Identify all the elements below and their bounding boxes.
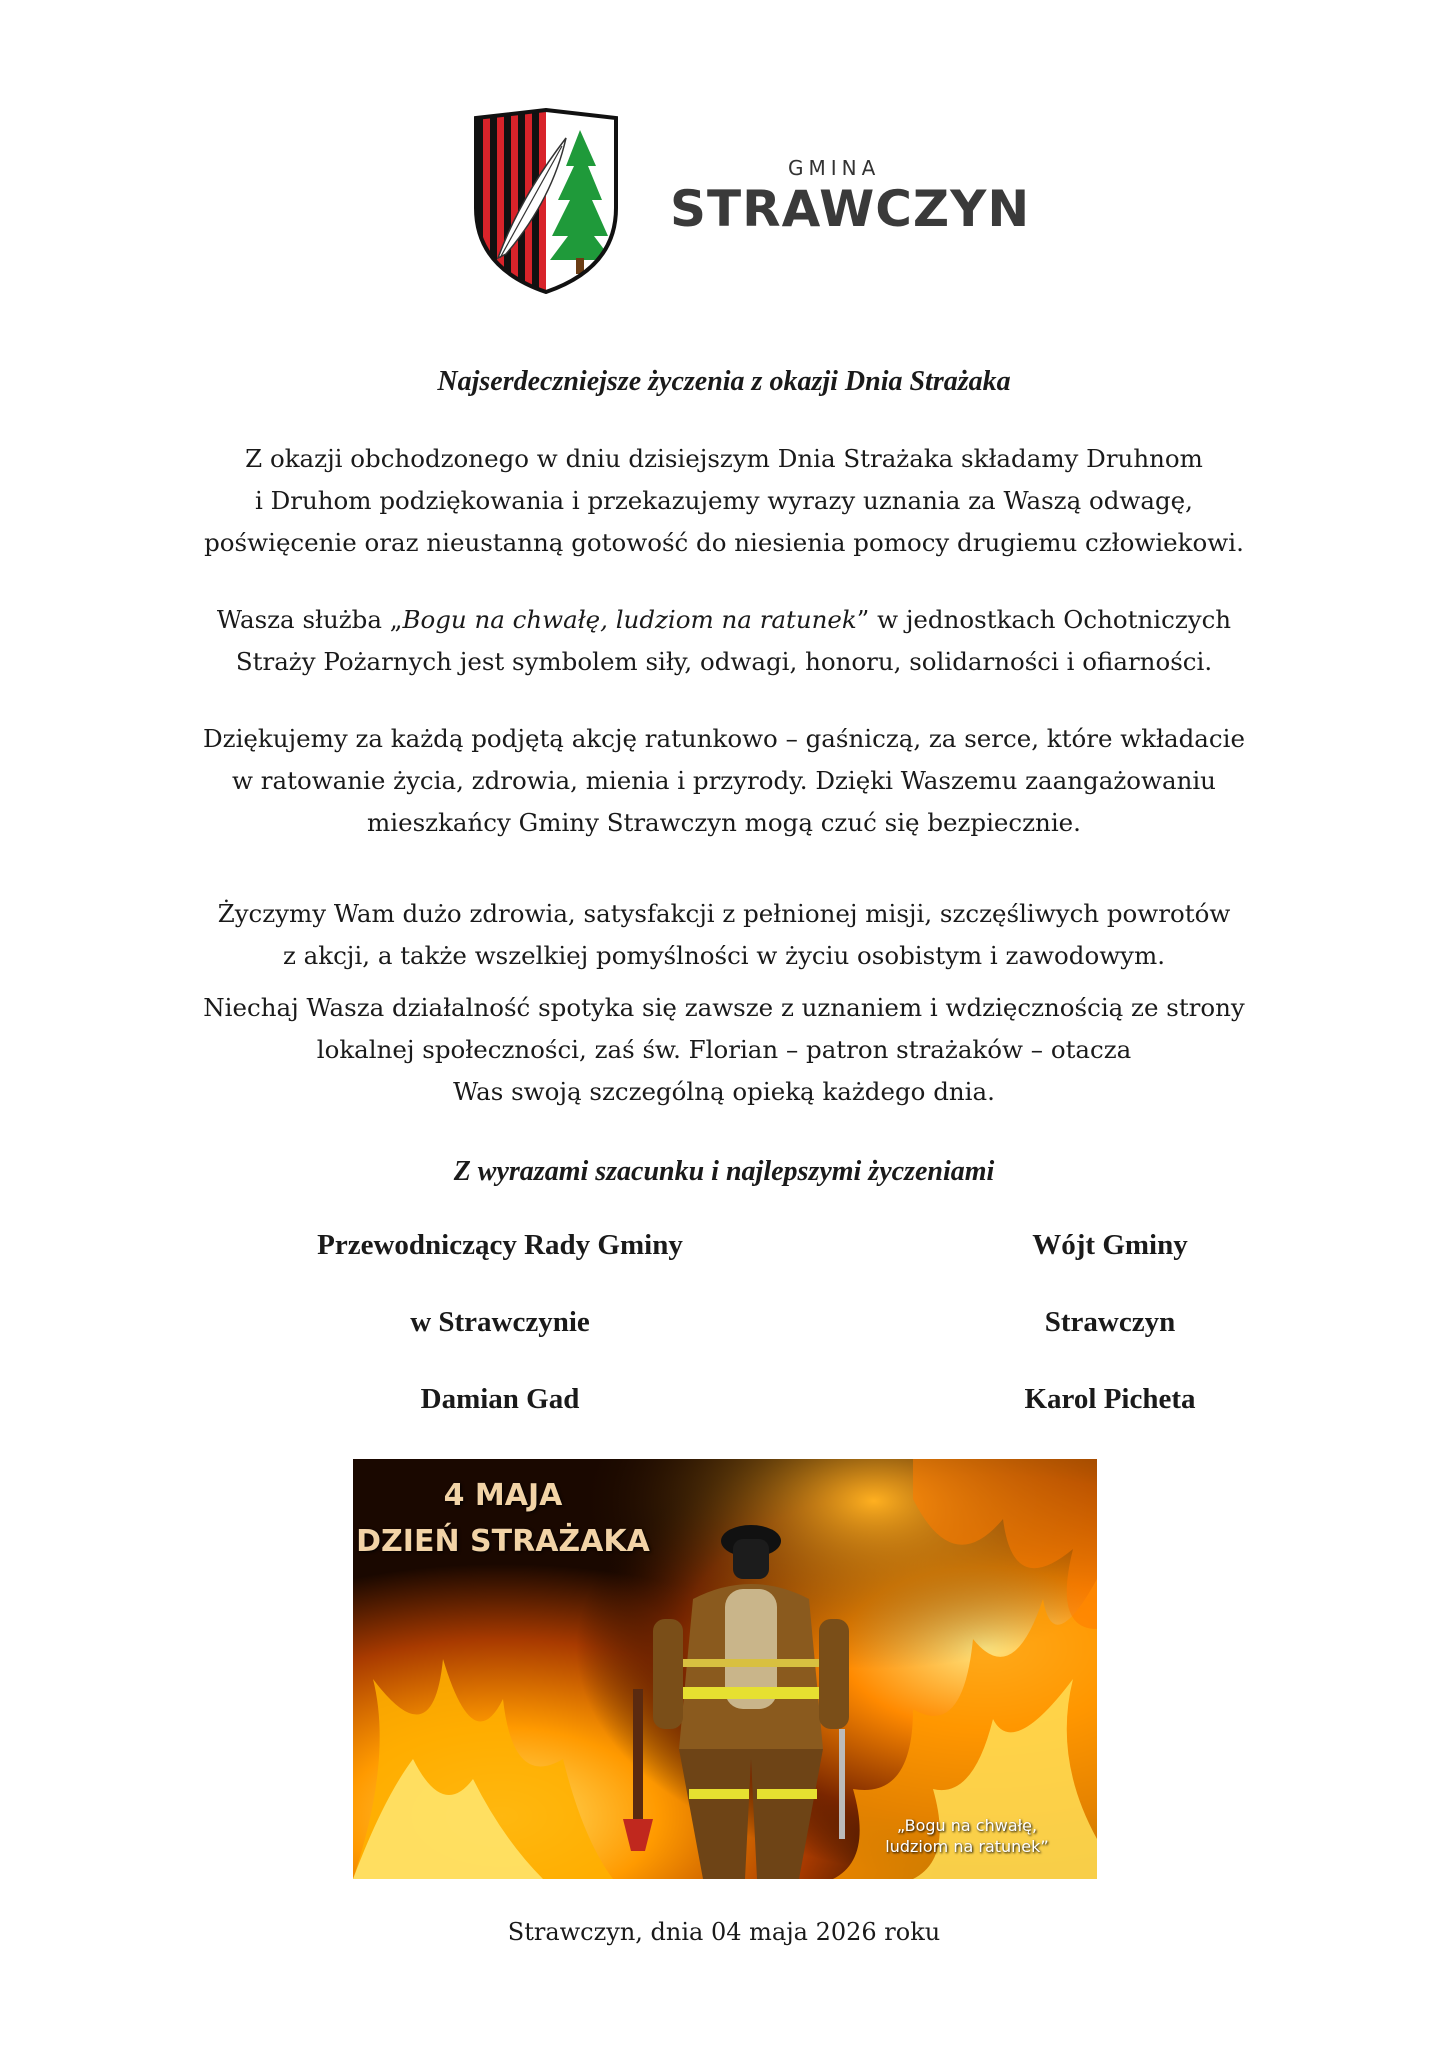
paragraph-4a	[124, 893, 1324, 977]
paragraph-line: mieszkańcy Gminy Strawczyn mogą czuć się bezpiecznie.	[367, 808, 1081, 837]
firefighter-day-banner	[353, 1459, 1097, 1879]
banner-motto-line: „Bogu na chwałę,	[896, 1816, 1038, 1835]
paragraph-3	[124, 718, 1324, 844]
municipality-header	[470, 108, 1030, 294]
signature-place: Strawczyn	[1044, 1306, 1176, 1338]
paragraph-line: w ratowanie życia, zdrowia, mienia i przyrody. Dzięki Waszemu zaangażowaniu	[232, 766, 1216, 795]
signature-name: Karol Picheta	[1024, 1383, 1196, 1415]
signature-role: Przewodniczący Rady Gminy	[317, 1229, 683, 1261]
motto-italic: Bogu na chwałę, ludziom na ratunek	[402, 605, 857, 634]
paragraph-line: lokalnej społeczności, zaś św. Florian – patron strażaków – otacza	[316, 1035, 1132, 1064]
paragraph-line: Was swoją szczególną opieką każdego dnia.	[453, 1077, 995, 1106]
brand-name: STRAWCZYN	[670, 180, 1031, 238]
paragraph-line: Dziękujemy za każdą podjętą akcję ratunkowo – gaśniczą, za serce, które wkładacie	[203, 724, 1245, 753]
banner-motto-line: ludziom na ratunek”	[885, 1837, 1049, 1856]
municipality-crest-logo	[470, 108, 622, 294]
paragraph-line: Z okazji obchodzonego w dniu dzisiejszym Dnia Strażaka składamy Druhnom	[245, 444, 1203, 473]
banner-date: 4 MAJA	[443, 1478, 563, 1513]
letter-title: Najserdeczniejsze życzenia z okazji Dnia Strażaka	[437, 366, 1011, 397]
paragraph-text: ” w jednostkach Ochotniczych	[856, 605, 1232, 634]
brand-wordmark	[670, 156, 1031, 238]
paragraph-2	[124, 599, 1324, 683]
signature-place: w Strawczynie	[410, 1306, 590, 1338]
signature-mayor	[930, 1229, 1290, 1460]
signature-name: Damian Gad	[420, 1383, 580, 1415]
signature-council-chair	[260, 1229, 740, 1460]
paragraph-4b	[124, 987, 1324, 1113]
paragraph-line: Niechaj Wasza działalność spotyka się zawsze z uznaniem i wdzięcznością ze strony	[203, 993, 1245, 1022]
closing-line: Z wyrazami szacunku i najlepszymi życzeniami	[453, 1156, 995, 1187]
banner-occasion: DZIEŃ STRAŻAKA	[356, 1524, 650, 1559]
paragraph-line: Życzymy Wam dużo zdrowia, satysfakcji z pełnionej misji, szczęśliwych powrotów	[217, 899, 1231, 928]
paragraph-line: z akcji, a także wszelkiej pomyślności w życiu osobistym i zawodowym.	[282, 941, 1166, 970]
paragraph-line	[124, 599, 1324, 641]
paragraph-line: poświęcenie oraz nieustanną gotowość do niesienia pomocy drugiemu człowiekowi.	[204, 528, 1244, 557]
paragraph-text: Wasza służba „	[216, 605, 403, 634]
brand-small-label: GMINA	[788, 156, 881, 180]
banner-motto	[857, 1815, 1077, 1857]
paragraph-line: Straży Pożarnych jest symbolem siły, odwagi, honoru, solidarności i ofiarności.	[235, 647, 1213, 676]
banner-title	[353, 1473, 653, 1565]
signature-role: Wójt Gminy	[1032, 1229, 1188, 1261]
place-and-date: Strawczyn, dnia 04 maja 2026 roku	[507, 1918, 941, 1946]
paragraph-line: i Druhom podziękowania i przekazujemy wyrazy uznania za Waszą odwagę,	[255, 486, 1193, 515]
paragraph-1	[124, 438, 1324, 564]
